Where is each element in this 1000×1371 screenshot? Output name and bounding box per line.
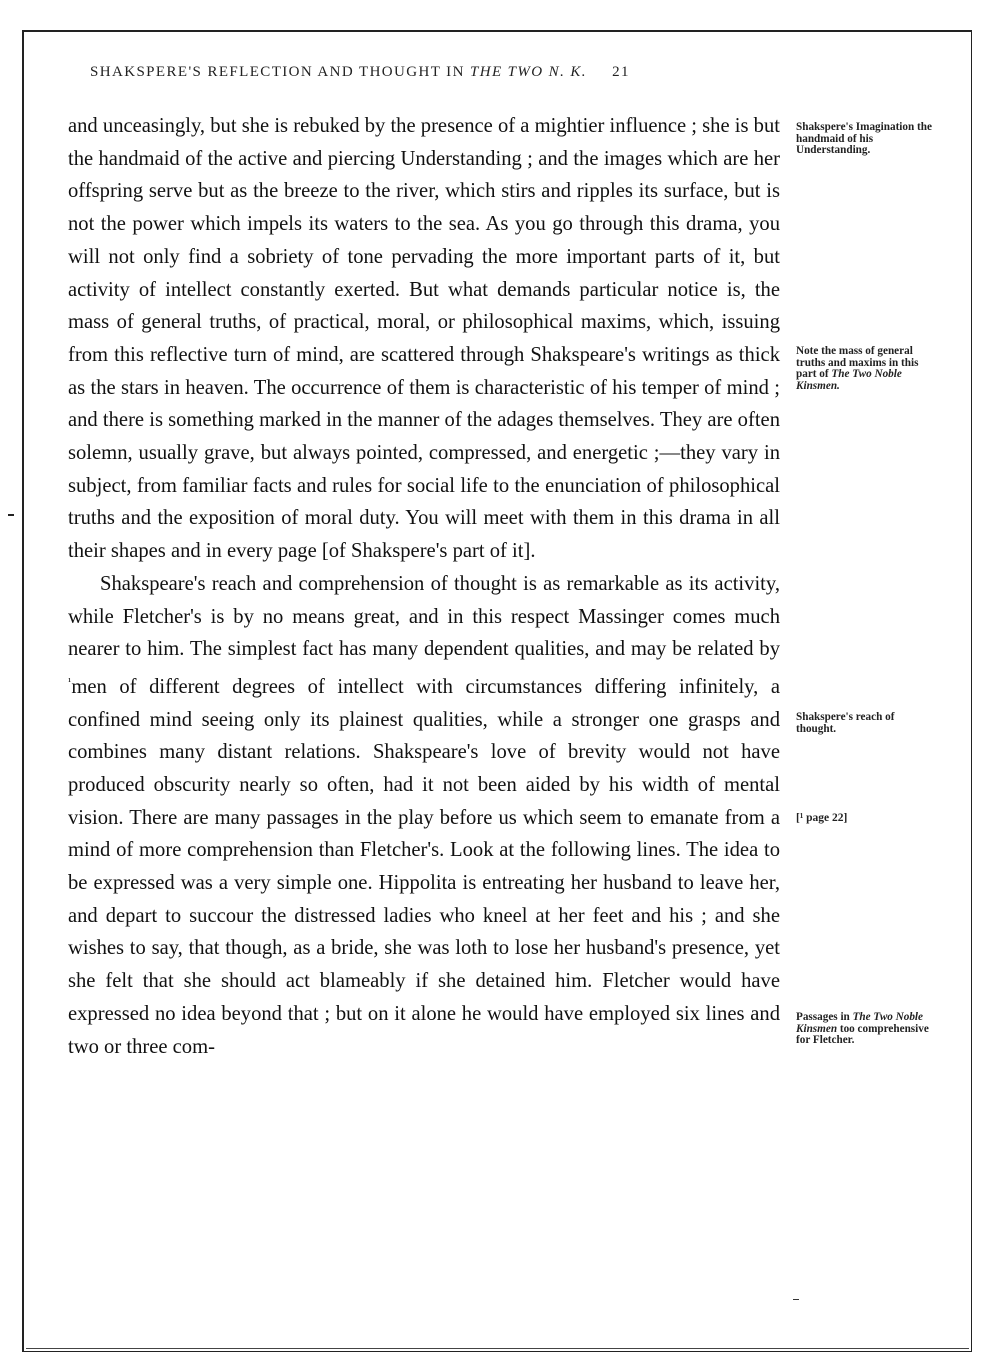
header-work-title: THE TWO N. K. [469, 64, 587, 80]
margin-note-general-truths-text: Note the mass of general truths and maxims in this part of [796, 345, 919, 380]
margin-note-reach-of-thought: Shakspere's reach of thought. [796, 711, 895, 735]
margin-note-passages-title: The Two Noble Kinsmen [796, 1011, 924, 1035]
paragraph-2-part-2: men of different degrees of intellect with circumstances differing infinitely, a confined mind seeing only its plainest qualities, while a stronger one grasps and combines many distant relations. Shakspeare's love of brevity would not have produced obscurity nearly so often, had it not been aided by his width of mental vision. There are many passages in the play before us which seem to emanate from a mind of more comprehension than Fletcher's. Look at the following lines. The idea to be expressed was a very simple one. Hippolita is entreating her husband to leave her, and depart to succour the distressed ladies who kneel at her feet and his ; and she wishes to say, that though, as a bride, she was loth to lose her husband's presence, yet she felt that she should act blameably if she detained him. Fletcher would have expressed no idea beyond that ; but on it alone he would have employed six lines and two or three com- [68, 675, 780, 1058]
margin-tick-mark [8, 514, 14, 516]
running-header [90, 64, 790, 84]
page-number: 21 [612, 64, 630, 80]
margin-note-general-truths [796, 346, 936, 392]
margin-note-passages-prefix: Passages in [796, 1011, 850, 1023]
body-text [68, 110, 780, 1063]
margin-note-passages [796, 1012, 936, 1047]
margin-note-passages-suffix: too comprehensive for Fletcher. [796, 1022, 929, 1046]
margin-note-page-ref: [¹ page 22] [796, 812, 848, 824]
margin-note-general-truths-title: The Two Noble Kinsmen. [796, 368, 902, 392]
margin-note-imagination: Shakspere's Imagination the handmaid of his Understanding. [796, 121, 932, 156]
footer-tick-mark [793, 1299, 799, 1300]
page-break-marker: ¹ [68, 675, 72, 688]
paragraph-2-part-1: Shakspeare's reach and comprehension of thought is as remarkable as its activity, while Fletcher's is by no means great, and in this respect Massinger comes much nearer to him. The simplest fact has many dependent qualities, and may be related by [68, 572, 780, 661]
paragraph-2 [68, 568, 780, 1063]
header-title: SHAKSPERE'S REFLECTION AND THOUGHT IN [90, 64, 465, 80]
paragraph-1: and unceasingly, but she is rebuked by the presence of a mightier influence ; she is but the handmaid of the active and piercing Understanding ; and the images which are her offspring serve but as the breeze to the river, which stirs and ripples its surface, but is not the power which impels its waters to the sea. As you go through this drama, you will not only find a sobriety of tone pervading the more important parts of it, but activity of intellect constantly exerted. But what demands particular notice is, the mass of general truths, of practical, moral, or philosophical maxims, which, issuing from this reflective turn of mind, are scattered through Shakspeare's writings as thick as the stars in heaven. The occurrence of them is characteristic of his temper of mind ; and there is something marked in the manner of the adages themselves. They are often solemn, usually grave, but always pointed, compressed, and energetic ;—they vary in subject, from familiar facts and rules for social life to the enunciation of philosophical truths and the exposition of moral duty. You will meet with them in this drama in all their shapes and in every page [of Shakspere's part of it]. [68, 115, 780, 563]
